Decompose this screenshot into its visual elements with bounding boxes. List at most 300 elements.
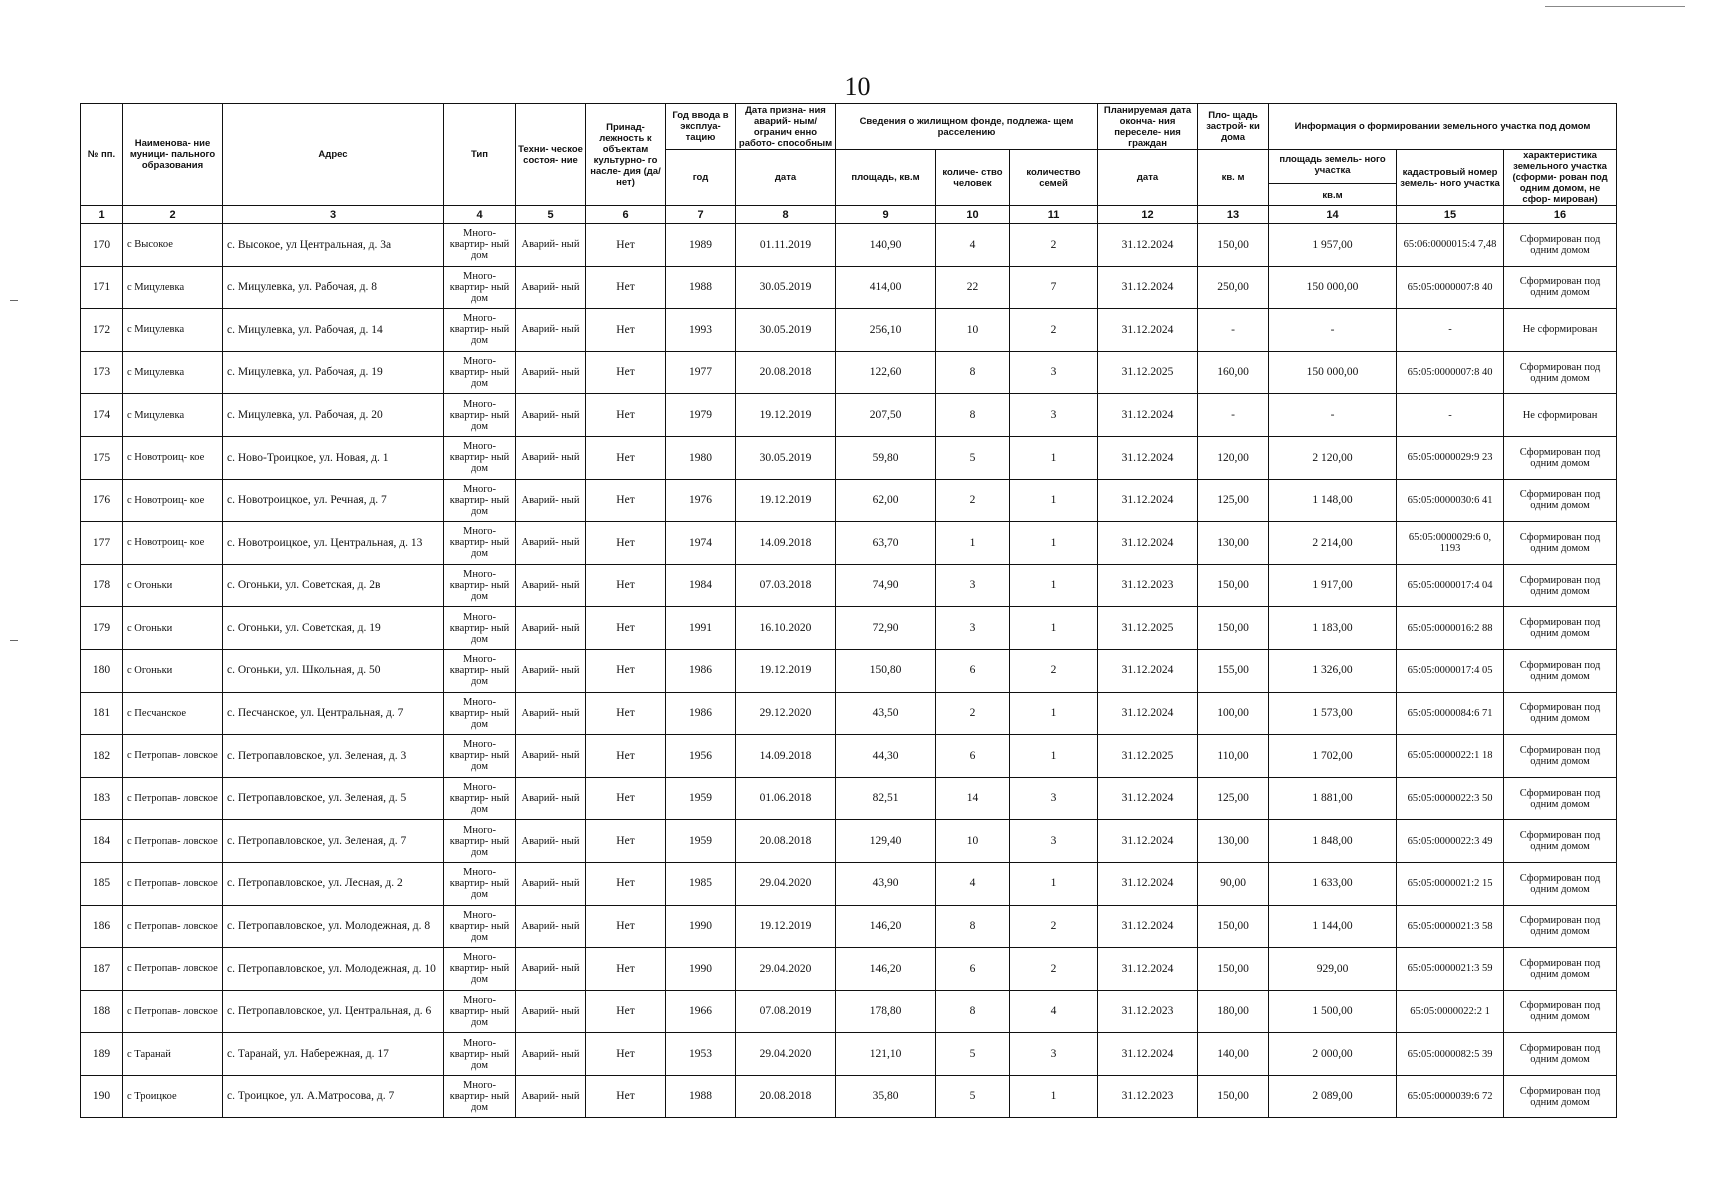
cell-row-number: 179 xyxy=(81,607,123,650)
cell-land-characteristic: Сформирован под одним домом xyxy=(1504,479,1617,522)
header-technical-state: Техни- ческое состоя- ние xyxy=(516,104,586,206)
cell-people-count: 3 xyxy=(936,607,1010,650)
table-row xyxy=(81,649,1617,692)
cell-people-count: 6 xyxy=(936,649,1010,692)
header-address: Адрес xyxy=(223,104,444,206)
cell-heritage: Нет xyxy=(586,436,666,479)
cell-land-characteristic: Сформирован под одним домом xyxy=(1504,777,1617,820)
cell-land-characteristic: Сформирован под одним домом xyxy=(1504,948,1617,991)
cell-land-area: 2 120,00 xyxy=(1269,436,1397,479)
cell-address: с. Петропавловское, ул. Зеленая, д. 3 xyxy=(223,735,444,778)
cell-heritage: Нет xyxy=(586,735,666,778)
housing-register-table xyxy=(80,103,1617,1118)
cell-municipality: с Новотроиц- кое xyxy=(123,436,223,479)
cell-emergency-date: 30.05.2019 xyxy=(736,309,836,352)
cell-emergency-date: 29.04.2020 xyxy=(736,862,836,905)
cell-people-count: 10 xyxy=(936,309,1010,352)
cell-family-count: 2 xyxy=(1010,905,1098,948)
cell-living-area: 146,20 xyxy=(836,905,936,948)
cell-commission-year: 1990 xyxy=(666,948,736,991)
cell-living-area: 43,90 xyxy=(836,862,936,905)
cell-cadastral-number: 65:05:0000030:6 41 xyxy=(1397,479,1504,522)
cell-emergency-date: 19.12.2019 xyxy=(736,479,836,522)
cell-planned-date: 31.12.2024 xyxy=(1098,862,1198,905)
cell-commission-year: 1991 xyxy=(666,607,736,650)
cell-family-count: 1 xyxy=(1010,692,1098,735)
cell-building-area: 160,00 xyxy=(1198,351,1269,394)
column-number: 13 xyxy=(1198,206,1269,224)
cell-technical-state: Аварий- ный xyxy=(516,990,586,1033)
table-row xyxy=(81,735,1617,778)
cell-municipality: с Троицкое xyxy=(123,1075,223,1118)
cell-municipality: с Новотроиц- кое xyxy=(123,479,223,522)
column-number: 1 xyxy=(81,206,123,224)
cell-people-count: 3 xyxy=(936,564,1010,607)
cell-cadastral-number: 65:05:0000016:2 88 xyxy=(1397,607,1504,650)
cell-living-area: 146,20 xyxy=(836,948,936,991)
cell-technical-state: Аварий- ный xyxy=(516,436,586,479)
cell-type: Много- квартир- ный дом xyxy=(444,905,516,948)
cell-heritage: Нет xyxy=(586,607,666,650)
cell-land-characteristic: Не сформирован xyxy=(1504,394,1617,437)
cell-heritage: Нет xyxy=(586,309,666,352)
cell-family-count: 2 xyxy=(1010,224,1098,267)
cell-emergency-date: 19.12.2019 xyxy=(736,649,836,692)
cell-family-count: 1 xyxy=(1010,479,1098,522)
header-type: Тип xyxy=(444,104,516,206)
cell-municipality: с Петропав- ловское xyxy=(123,862,223,905)
cell-land-characteristic: Сформирован под одним домом xyxy=(1504,607,1617,650)
margin-mark xyxy=(10,300,18,301)
cell-building-area: 125,00 xyxy=(1198,479,1269,522)
cell-address: с. Песчанское, ул. Центральная, д. 7 xyxy=(223,692,444,735)
cell-emergency-date: 29.12.2020 xyxy=(736,692,836,735)
cell-living-area: 35,80 xyxy=(836,1075,936,1118)
cell-row-number: 171 xyxy=(81,266,123,309)
cell-people-count: 2 xyxy=(936,692,1010,735)
cell-type: Много- квартир- ный дом xyxy=(444,564,516,607)
cell-building-area: 150,00 xyxy=(1198,905,1269,948)
header-emergency-date: Дата призна- ния аварий- ным/огранич енно работо- способным xyxy=(736,104,836,150)
cell-technical-state: Аварий- ный xyxy=(516,394,586,437)
cell-land-characteristic: Сформирован под одним домом xyxy=(1504,862,1617,905)
cell-type: Много- квартир- ный дом xyxy=(444,1033,516,1076)
cell-family-count: 1 xyxy=(1010,607,1098,650)
cell-land-area: 1 326,00 xyxy=(1269,649,1397,692)
scan-top-rule xyxy=(1545,6,1685,7)
cell-municipality: с Петропав- ловское xyxy=(123,990,223,1033)
cell-commission-year: 1980 xyxy=(666,436,736,479)
cell-land-characteristic: Сформирован под одним домом xyxy=(1504,735,1617,778)
cell-type: Много- квартир- ный дом xyxy=(444,522,516,565)
cell-land-characteristic: Сформирован под одним домом xyxy=(1504,1075,1617,1118)
cell-land-area: 1 573,00 xyxy=(1269,692,1397,735)
cell-emergency-date: 07.03.2018 xyxy=(736,564,836,607)
cell-commission-year: 1984 xyxy=(666,564,736,607)
header-land-area-label: площадь земель- ного участка xyxy=(1279,154,1386,176)
header-building-area-unit: кв. м xyxy=(1198,150,1269,206)
cell-commission-year: 1988 xyxy=(666,266,736,309)
cell-technical-state: Аварий- ный xyxy=(516,862,586,905)
header-land-group: Информация о формировании земельного участка под домом xyxy=(1269,104,1617,150)
cell-building-area: 130,00 xyxy=(1198,522,1269,565)
cell-municipality: с Огоньки xyxy=(123,564,223,607)
cell-land-characteristic: Сформирован под одним домом xyxy=(1504,564,1617,607)
cell-municipality: с Петропав- ловское xyxy=(123,735,223,778)
column-number: 15 xyxy=(1397,206,1504,224)
cell-land-area: 1 848,00 xyxy=(1269,820,1397,863)
cell-type: Много- квартир- ный дом xyxy=(444,351,516,394)
cell-family-count: 2 xyxy=(1010,649,1098,692)
cell-living-area: 43,50 xyxy=(836,692,936,735)
cell-cadastral-number: 65:05:0000017:4 05 xyxy=(1397,649,1504,692)
cell-commission-year: 1974 xyxy=(666,522,736,565)
cell-heritage: Нет xyxy=(586,479,666,522)
cell-people-count: 5 xyxy=(936,1075,1010,1118)
cell-technical-state: Аварий- ный xyxy=(516,224,586,267)
cell-type: Много- квартир- ный дом xyxy=(444,820,516,863)
cell-building-area: 90,00 xyxy=(1198,862,1269,905)
cell-row-number: 188 xyxy=(81,990,123,1033)
cell-cadastral-number: 65:05:0000022:2 1 xyxy=(1397,990,1504,1033)
cell-living-area: 178,80 xyxy=(836,990,936,1033)
cell-planned-date: 31.12.2024 xyxy=(1098,436,1198,479)
cell-technical-state: Аварий- ный xyxy=(516,1075,586,1118)
cell-address: с. Петропавловское, ул. Молодежная, д. 8 xyxy=(223,905,444,948)
cell-planned-date: 31.12.2024 xyxy=(1098,692,1198,735)
cell-technical-state: Аварий- ный xyxy=(516,820,586,863)
cell-technical-state: Аварий- ный xyxy=(516,948,586,991)
cell-family-count: 7 xyxy=(1010,266,1098,309)
cell-family-count: 4 xyxy=(1010,990,1098,1033)
cell-planned-date: 31.12.2024 xyxy=(1098,777,1198,820)
cell-land-characteristic: Сформирован под одним домом xyxy=(1504,820,1617,863)
cell-planned-date: 31.12.2024 xyxy=(1098,820,1198,863)
cell-technical-state: Аварий- ный xyxy=(516,351,586,394)
cell-planned-date: 31.12.2024 xyxy=(1098,309,1198,352)
cell-heritage: Нет xyxy=(586,692,666,735)
cell-technical-state: Аварий- ный xyxy=(516,649,586,692)
cell-heritage: Нет xyxy=(586,351,666,394)
cell-cadastral-number: 65:05:0000022:3 50 xyxy=(1397,777,1504,820)
cell-emergency-date: 20.08.2018 xyxy=(736,1075,836,1118)
cell-land-characteristic: Сформирован под одним домом xyxy=(1504,351,1617,394)
cell-family-count: 3 xyxy=(1010,351,1098,394)
cell-row-number: 184 xyxy=(81,820,123,863)
cell-row-number: 178 xyxy=(81,564,123,607)
column-number: 2 xyxy=(123,206,223,224)
cell-planned-date: 31.12.2024 xyxy=(1098,905,1198,948)
cell-address: с. Таранай, ул. Набережная, д. 17 xyxy=(223,1033,444,1076)
cell-land-area: 1 183,00 xyxy=(1269,607,1397,650)
cell-family-count: 3 xyxy=(1010,777,1098,820)
cell-emergency-date: 14.09.2018 xyxy=(736,522,836,565)
cell-type: Много- квартир- ный дом xyxy=(444,948,516,991)
header-living-area: площадь, кв.м xyxy=(836,150,936,206)
cell-planned-date: 31.12.2024 xyxy=(1098,224,1198,267)
column-number: 8 xyxy=(736,206,836,224)
cell-land-area: 1 500,00 xyxy=(1269,990,1397,1033)
cell-living-area: 82,51 xyxy=(836,777,936,820)
cell-address: с. Огоньки, ул. Школьная, д. 50 xyxy=(223,649,444,692)
cell-building-area: - xyxy=(1198,309,1269,352)
cell-building-area: 150,00 xyxy=(1198,948,1269,991)
cell-living-area: 62,00 xyxy=(836,479,936,522)
cell-planned-date: 31.12.2024 xyxy=(1098,522,1198,565)
cell-address: с. Троицкое, ул. А.Матросова, д. 7 xyxy=(223,1075,444,1118)
header-cadastral-number: кадастровый номер земель- ного участка xyxy=(1397,150,1504,206)
cell-municipality: с Мицулевка xyxy=(123,309,223,352)
cell-land-area: 150 000,00 xyxy=(1269,351,1397,394)
cell-land-characteristic: Сформирован под одним домом xyxy=(1504,905,1617,948)
cell-cadastral-number: 65:05:0000029:9 23 xyxy=(1397,436,1504,479)
cell-building-area: 150,00 xyxy=(1198,607,1269,650)
table-row xyxy=(81,777,1617,820)
cell-address: с. Новотроицкое, ул. Речная, д. 7 xyxy=(223,479,444,522)
cell-cadastral-number: 65:05:0000084:6 71 xyxy=(1397,692,1504,735)
cell-cadastral-number: 65:05:0000007:8 40 xyxy=(1397,351,1504,394)
header-family-count: количество семей xyxy=(1010,150,1098,206)
cell-type: Много- квартир- ный дом xyxy=(444,692,516,735)
cell-type: Много- квартир- ный дом xyxy=(444,394,516,437)
cell-people-count: 10 xyxy=(936,820,1010,863)
cell-commission-year: 1989 xyxy=(666,224,736,267)
cell-family-count: 3 xyxy=(1010,394,1098,437)
header-year-unit: год xyxy=(666,150,736,206)
cell-planned-date: 31.12.2023 xyxy=(1098,1075,1198,1118)
cell-planned-date: 31.12.2025 xyxy=(1098,351,1198,394)
cell-address: с. Петропавловское, ул. Зеленая, д. 7 xyxy=(223,820,444,863)
cell-people-count: 4 xyxy=(936,224,1010,267)
cell-living-area: 59,80 xyxy=(836,436,936,479)
cell-heritage: Нет xyxy=(586,820,666,863)
cell-municipality: с Песчанское xyxy=(123,692,223,735)
cell-family-count: 1 xyxy=(1010,436,1098,479)
table-row xyxy=(81,309,1617,352)
cell-people-count: 4 xyxy=(936,862,1010,905)
cell-address: с. Мицулевка, ул. Рабочая, д. 14 xyxy=(223,309,444,352)
cell-planned-date: 31.12.2023 xyxy=(1098,564,1198,607)
cell-building-area: 110,00 xyxy=(1198,735,1269,778)
cell-people-count: 8 xyxy=(936,394,1010,437)
header-housing-group: Сведения о жилищном фонде, подлежа- щем расселению xyxy=(836,104,1098,150)
cell-heritage: Нет xyxy=(586,522,666,565)
cell-heritage: Нет xyxy=(586,777,666,820)
cell-land-characteristic: Сформирован под одним домом xyxy=(1504,990,1617,1033)
cell-people-count: 2 xyxy=(936,479,1010,522)
table-row xyxy=(81,862,1617,905)
cell-commission-year: 1977 xyxy=(666,351,736,394)
cell-heritage: Нет xyxy=(586,905,666,948)
cell-cadastral-number: 65:06:0000015:4 7,48 xyxy=(1397,224,1504,267)
cell-commission-year: 1979 xyxy=(666,394,736,437)
header-building-area: Пло- щадь застрой- ки дома xyxy=(1198,104,1269,150)
cell-planned-date: 31.12.2024 xyxy=(1098,649,1198,692)
cell-technical-state: Аварий- ный xyxy=(516,905,586,948)
cell-living-area: 207,50 xyxy=(836,394,936,437)
table-row xyxy=(81,948,1617,991)
cell-land-area: - xyxy=(1269,309,1397,352)
table-row xyxy=(81,905,1617,948)
table-row xyxy=(81,224,1617,267)
cell-people-count: 6 xyxy=(936,948,1010,991)
cell-planned-date: 31.12.2024 xyxy=(1098,948,1198,991)
header-people-count: количе- ство человек xyxy=(936,150,1010,206)
cell-row-number: 189 xyxy=(81,1033,123,1076)
cell-emergency-date: 30.05.2019 xyxy=(736,266,836,309)
cell-land-area: - xyxy=(1269,394,1397,437)
cell-row-number: 185 xyxy=(81,862,123,905)
header-land-area xyxy=(1269,150,1397,206)
cell-row-number: 174 xyxy=(81,394,123,437)
cell-commission-year: 1959 xyxy=(666,820,736,863)
table-row xyxy=(81,820,1617,863)
cell-heritage: Нет xyxy=(586,649,666,692)
table-row xyxy=(81,692,1617,735)
cell-land-area: 2 089,00 xyxy=(1269,1075,1397,1118)
cell-municipality: с Мицулевка xyxy=(123,394,223,437)
table-row xyxy=(81,990,1617,1033)
cell-building-area: 100,00 xyxy=(1198,692,1269,735)
cell-address: с. Мицулевка, ул. Рабочая, д. 20 xyxy=(223,394,444,437)
cell-heritage: Нет xyxy=(586,394,666,437)
cell-row-number: 176 xyxy=(81,479,123,522)
cell-technical-state: Аварий- ный xyxy=(516,607,586,650)
page-number: 10 xyxy=(844,72,871,101)
cell-family-count: 2 xyxy=(1010,948,1098,991)
table-body xyxy=(81,224,1617,1118)
cell-emergency-date: 19.12.2019 xyxy=(736,905,836,948)
cell-address: с. Петропавловское, ул. Лесная, д. 2 xyxy=(223,862,444,905)
cell-emergency-date: 29.04.2020 xyxy=(736,948,836,991)
table-row xyxy=(81,1075,1617,1118)
cell-row-number: 183 xyxy=(81,777,123,820)
cell-building-area: 140,00 xyxy=(1198,1033,1269,1076)
cell-heritage: Нет xyxy=(586,564,666,607)
header-planned-date-unit: дата xyxy=(1098,150,1198,206)
table-row xyxy=(81,1033,1617,1076)
cell-type: Много- квартир- ный дом xyxy=(444,862,516,905)
cell-people-count: 5 xyxy=(936,1033,1010,1076)
cell-planned-date: 31.12.2024 xyxy=(1098,266,1198,309)
cell-commission-year: 1985 xyxy=(666,862,736,905)
cell-commission-year: 1993 xyxy=(666,309,736,352)
cell-address: с. Огоньки, ул. Советская, д. 19 xyxy=(223,607,444,650)
cell-row-number: 186 xyxy=(81,905,123,948)
cell-address: с. Мицулевка, ул. Рабочая, д. 8 xyxy=(223,266,444,309)
cell-address: с. Ново-Троицкое, ул. Новая, д. 1 xyxy=(223,436,444,479)
cell-technical-state: Аварий- ный xyxy=(516,309,586,352)
cell-family-count: 1 xyxy=(1010,862,1098,905)
cell-row-number: 172 xyxy=(81,309,123,352)
cell-address: с. Петропавловское, ул. Молодежная, д. 10 xyxy=(223,948,444,991)
cell-municipality: с Таранай xyxy=(123,1033,223,1076)
cell-type: Много- квартир- ный дом xyxy=(444,309,516,352)
cell-people-count: 8 xyxy=(936,990,1010,1033)
cell-technical-state: Аварий- ный xyxy=(516,564,586,607)
cell-land-area: 1 702,00 xyxy=(1269,735,1397,778)
column-number: 6 xyxy=(586,206,666,224)
header-date-unit: дата xyxy=(736,150,836,206)
cell-people-count: 8 xyxy=(936,905,1010,948)
cell-family-count: 1 xyxy=(1010,735,1098,778)
cell-address: с. Мицулевка, ул. Рабочая, д. 19 xyxy=(223,351,444,394)
column-number: 14 xyxy=(1269,206,1397,224)
cell-type: Много- квартир- ный дом xyxy=(444,479,516,522)
cell-commission-year: 1959 xyxy=(666,777,736,820)
cell-land-area: 1 917,00 xyxy=(1269,564,1397,607)
cell-technical-state: Аварий- ный xyxy=(516,692,586,735)
cell-type: Много- квартир- ный дом xyxy=(444,990,516,1033)
column-number: 3 xyxy=(223,206,444,224)
cell-heritage: Нет xyxy=(586,266,666,309)
cell-technical-state: Аварий- ный xyxy=(516,1033,586,1076)
cell-living-area: 150,80 xyxy=(836,649,936,692)
cell-planned-date: 31.12.2024 xyxy=(1098,394,1198,437)
cell-land-area: 1 881,00 xyxy=(1269,777,1397,820)
cell-type: Много- квартир- ный дом xyxy=(444,1075,516,1118)
cell-technical-state: Аварий- ный xyxy=(516,522,586,565)
cell-cadastral-number: - xyxy=(1397,309,1504,352)
cell-cadastral-number: 65:05:0000021:3 59 xyxy=(1397,948,1504,991)
cell-address: с. Высокое, ул Центральная, д. 3а xyxy=(223,224,444,267)
cell-planned-date: 31.12.2024 xyxy=(1098,479,1198,522)
cell-row-number: 190 xyxy=(81,1075,123,1118)
table-row xyxy=(81,479,1617,522)
cell-land-characteristic: Сформирован под одним домом xyxy=(1504,266,1617,309)
cell-cadastral-number: - xyxy=(1397,394,1504,437)
cell-land-characteristic: Сформирован под одним домом xyxy=(1504,522,1617,565)
margin-mark xyxy=(10,640,18,641)
cell-municipality: с Петропав- ловское xyxy=(123,820,223,863)
cell-land-area: 1 144,00 xyxy=(1269,905,1397,948)
cell-cadastral-number: 65:05:0000007:8 40 xyxy=(1397,266,1504,309)
cell-heritage: Нет xyxy=(586,948,666,991)
column-number: 4 xyxy=(444,206,516,224)
cell-living-area: 256,10 xyxy=(836,309,936,352)
header-land-area-unit: кв.м xyxy=(1322,190,1343,201)
cell-heritage: Нет xyxy=(586,1033,666,1076)
cell-row-number: 187 xyxy=(81,948,123,991)
cell-heritage: Нет xyxy=(586,224,666,267)
cell-municipality: с Петропав- ловское xyxy=(123,948,223,991)
table-row xyxy=(81,607,1617,650)
header-heritage: Принад- лежность к объектам культурно- го насле- дия (да/нет) xyxy=(586,104,666,206)
cell-technical-state: Аварий- ный xyxy=(516,777,586,820)
header-planned-date: Планируемая дата оконча- ния переселе- ния граждан xyxy=(1098,104,1198,150)
cell-planned-date: 31.12.2023 xyxy=(1098,990,1198,1033)
cell-row-number: 182 xyxy=(81,735,123,778)
cell-commission-year: 1953 xyxy=(666,1033,736,1076)
column-number: 12 xyxy=(1098,206,1198,224)
column-number: 16 xyxy=(1504,206,1617,224)
cell-building-area: 150,00 xyxy=(1198,1075,1269,1118)
cell-people-count: 5 xyxy=(936,436,1010,479)
cell-living-area: 414,00 xyxy=(836,266,936,309)
cell-cadastral-number: 65:05:0000017:4 04 xyxy=(1397,564,1504,607)
cell-cadastral-number: 65:05:0000021:3 58 xyxy=(1397,905,1504,948)
cell-planned-date: 31.12.2024 xyxy=(1098,1033,1198,1076)
cell-building-area: 125,00 xyxy=(1198,777,1269,820)
cell-commission-year: 1976 xyxy=(666,479,736,522)
cell-technical-state: Аварий- ный xyxy=(516,479,586,522)
cell-address: с. Петропавловское, ул. Центральная, д. 6 xyxy=(223,990,444,1033)
column-number: 5 xyxy=(516,206,586,224)
cell-emergency-date: 01.06.2018 xyxy=(736,777,836,820)
cell-land-area: 2 214,00 xyxy=(1269,522,1397,565)
cell-living-area: 140,90 xyxy=(836,224,936,267)
cell-land-characteristic: Не сформирован xyxy=(1504,309,1617,352)
